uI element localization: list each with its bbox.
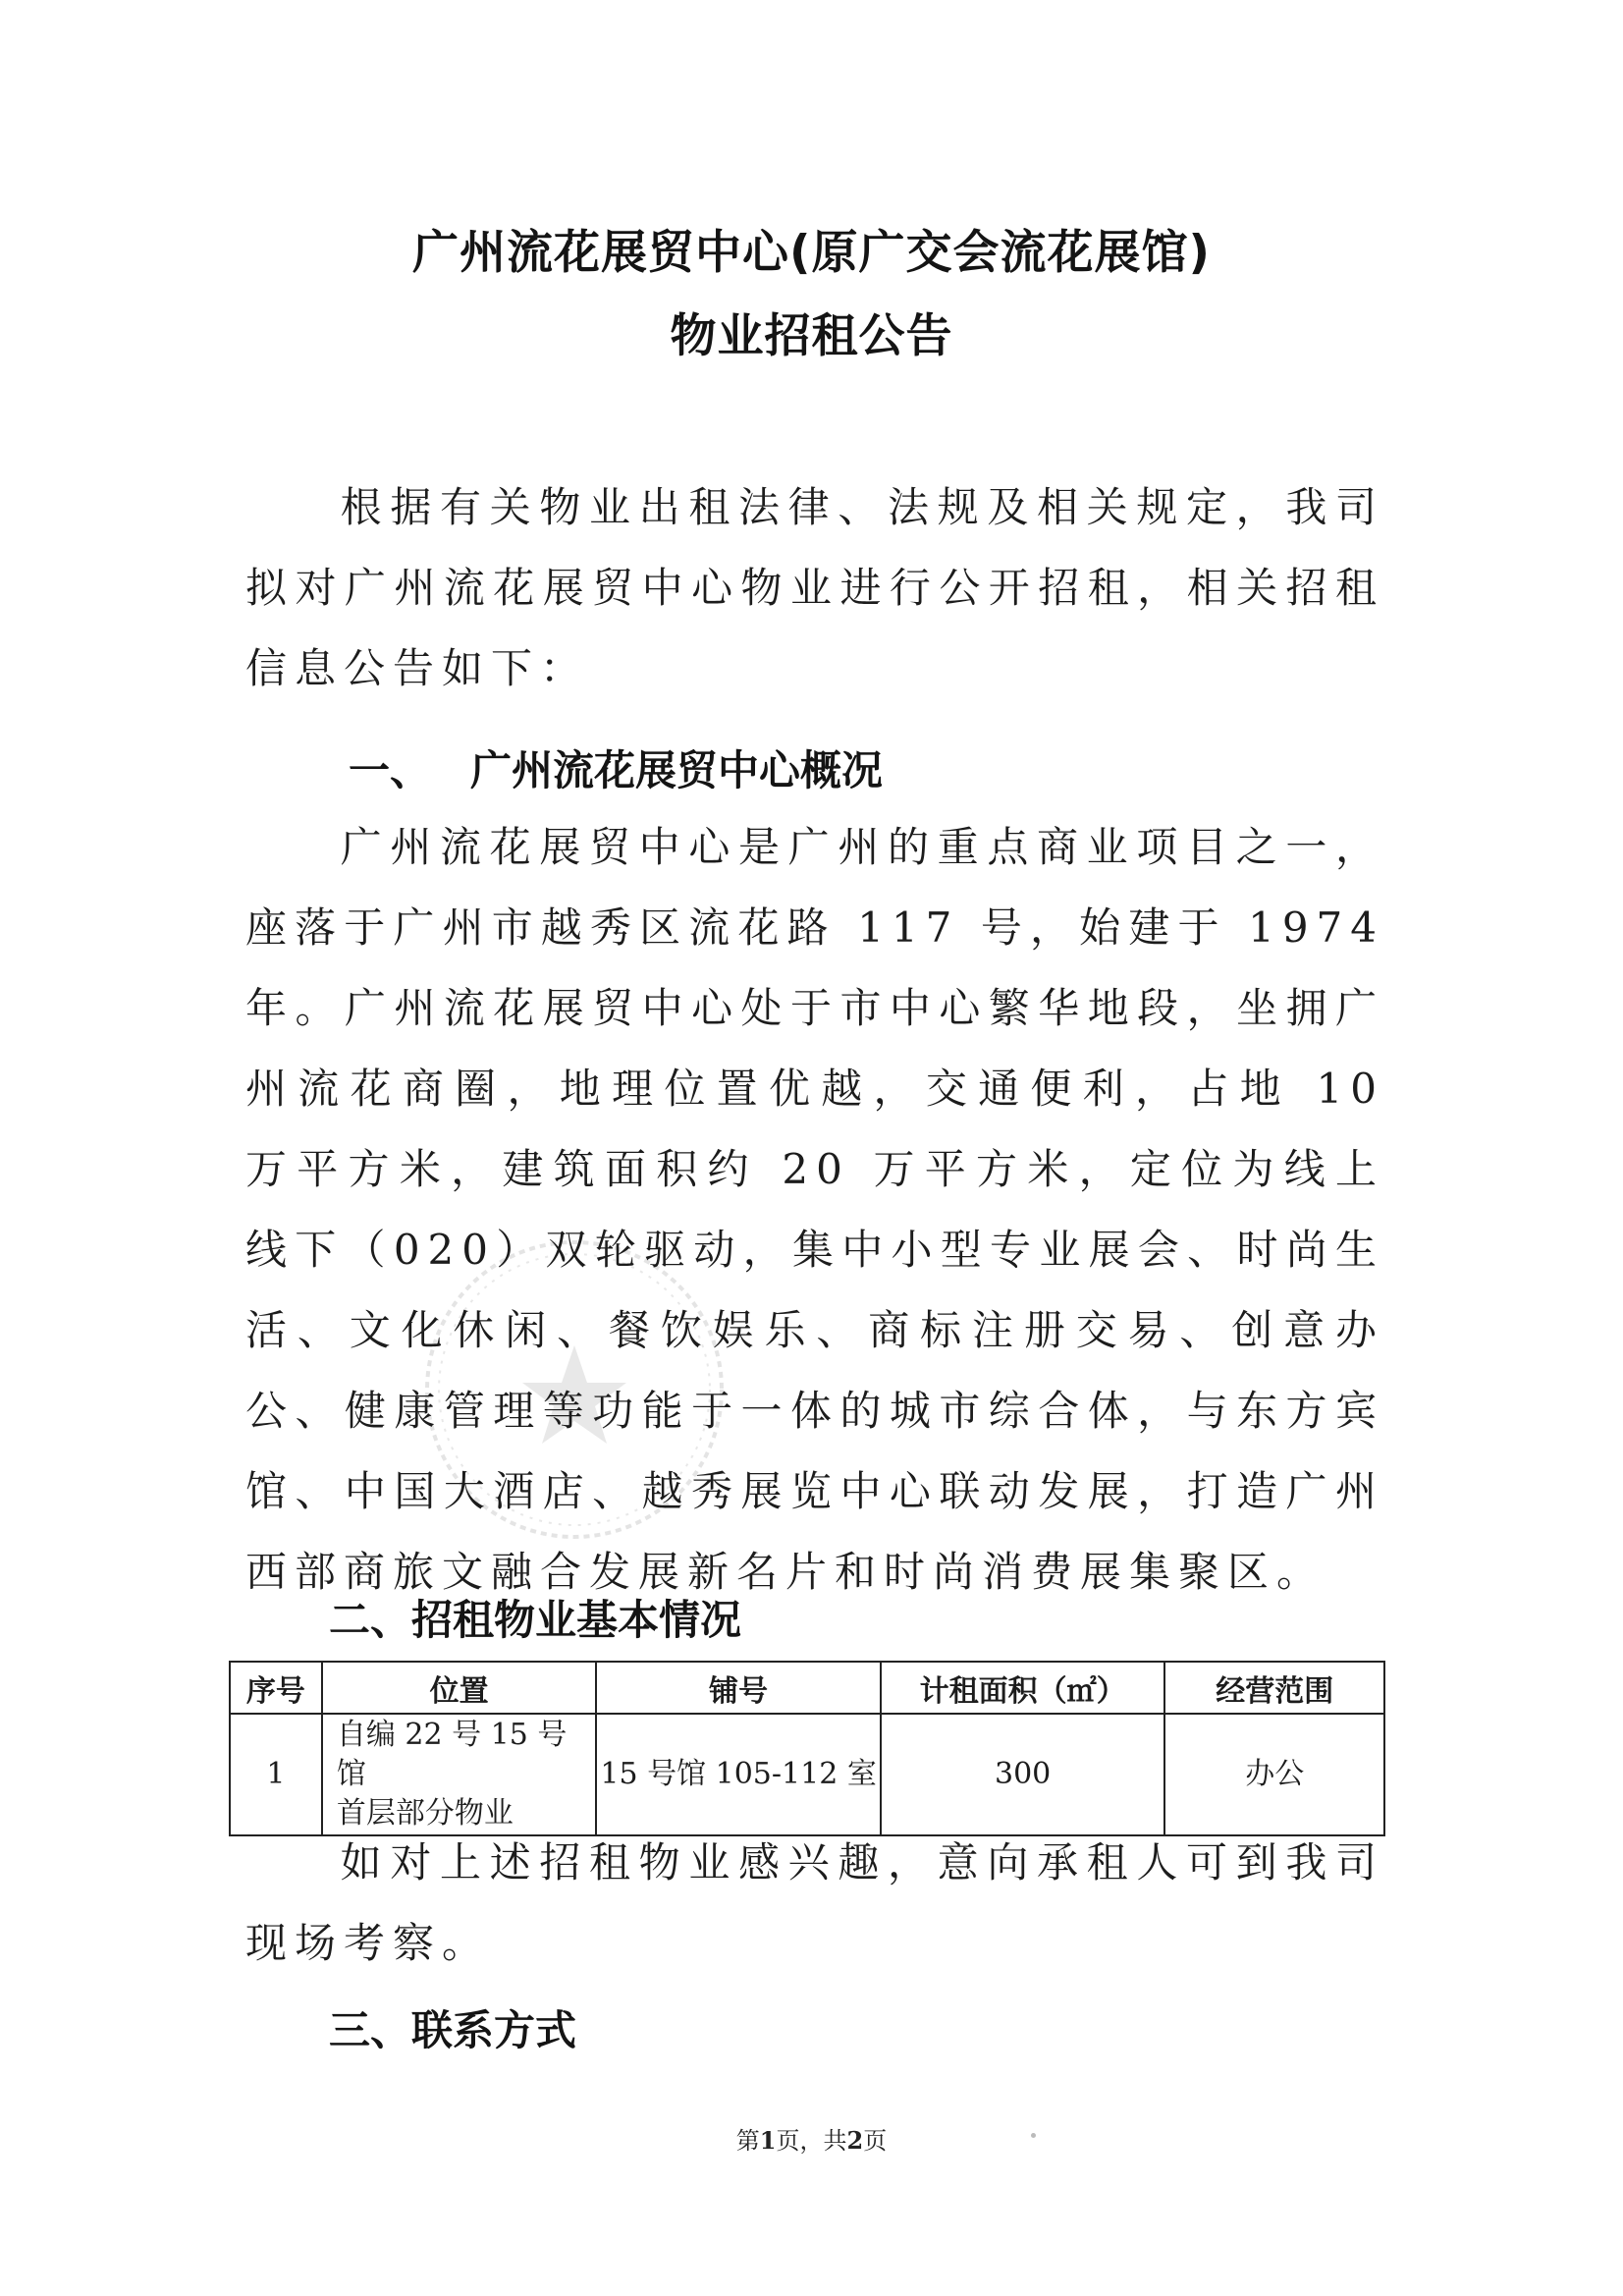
cell-area: 300: [881, 1714, 1165, 1835]
cell-no: 1: [230, 1714, 322, 1835]
footer-page-number: 1: [759, 2126, 777, 2155]
intro-text: 根据有关物业出租法律、法规及相关规定，我司拟对广州流花展贸中心物业进行公开招租，相关招租信息公告如下：: [245, 483, 1384, 692]
cell-scope: 办公: [1164, 1714, 1384, 1835]
section1-number: 一、: [349, 746, 432, 794]
footer-prefix: 第: [735, 2127, 760, 2155]
table-row: [230, 1714, 1384, 1835]
cell-location-line2: 首层部分物业: [336, 1796, 514, 1831]
cell-unit: 15 号馆 105-112 室: [596, 1714, 881, 1835]
header-no: 序号: [230, 1662, 322, 1714]
document-title-line2: 物业招租公告: [670, 309, 953, 363]
header-area: 计租面积（㎡）: [881, 1662, 1165, 1714]
header-location: 位置: [322, 1662, 597, 1714]
scan-speck: [1031, 2133, 1036, 2138]
header-scope: 经营范围: [1164, 1662, 1384, 1714]
section1-heading: [349, 738, 883, 797]
document-title-line1: 广州流花展贸中心(原广交会流花展馆): [412, 226, 1211, 280]
rental-property-table: [229, 1661, 1385, 1836]
footer-suffix: 页: [863, 2127, 888, 2155]
page-footer: [0, 2121, 1623, 2156]
header-unit: 铺号: [596, 1662, 881, 1714]
overview-text: 广州流花展贸中心是广州的重点商业项目之一，座落于广州市越秀区流花路 117 号，始建于 1974 年。广州流花展贸中心处于市中心繁华地段，坐拥广州流花商圈，地理位置优越，交通便利，占地 10 万平方米，建筑面积约 20 万平方米，定位为线上线下（020）双轮驱动，集中小型专业展会、时尚生活、文化休闲、餐饮娱乐、商标注册交易、创意办公、健康管理等功能于一体的城市综合体，与东方宾馆、中国大酒店、越秀展览中心联动发展，打造广州西部商旅文融合发展新名片和时尚消费展集聚区。: [245, 823, 1384, 1596]
inspection-paragraph: [245, 1823, 1384, 1984]
footer-middle: 页，共: [776, 2127, 847, 2155]
section3-heading: 三、联系方式: [329, 2006, 577, 2054]
section2-heading: 二、招租物业基本情况: [329, 1596, 742, 1644]
cell-location: [322, 1714, 597, 1835]
cell-location-line1: 自编 22 号 15 号馆: [336, 1718, 568, 1791]
footer-total-pages: 2: [846, 2126, 864, 2155]
section1-title: 广州流花展贸中心概况: [470, 746, 884, 794]
table-header-row: [230, 1662, 1384, 1714]
overview-paragraph: [245, 807, 1384, 1613]
intro-paragraph: [245, 467, 1384, 709]
inspection-text: 如对上述招租物业感兴趣，意向承租人可到我司现场考察。: [245, 1838, 1384, 1967]
